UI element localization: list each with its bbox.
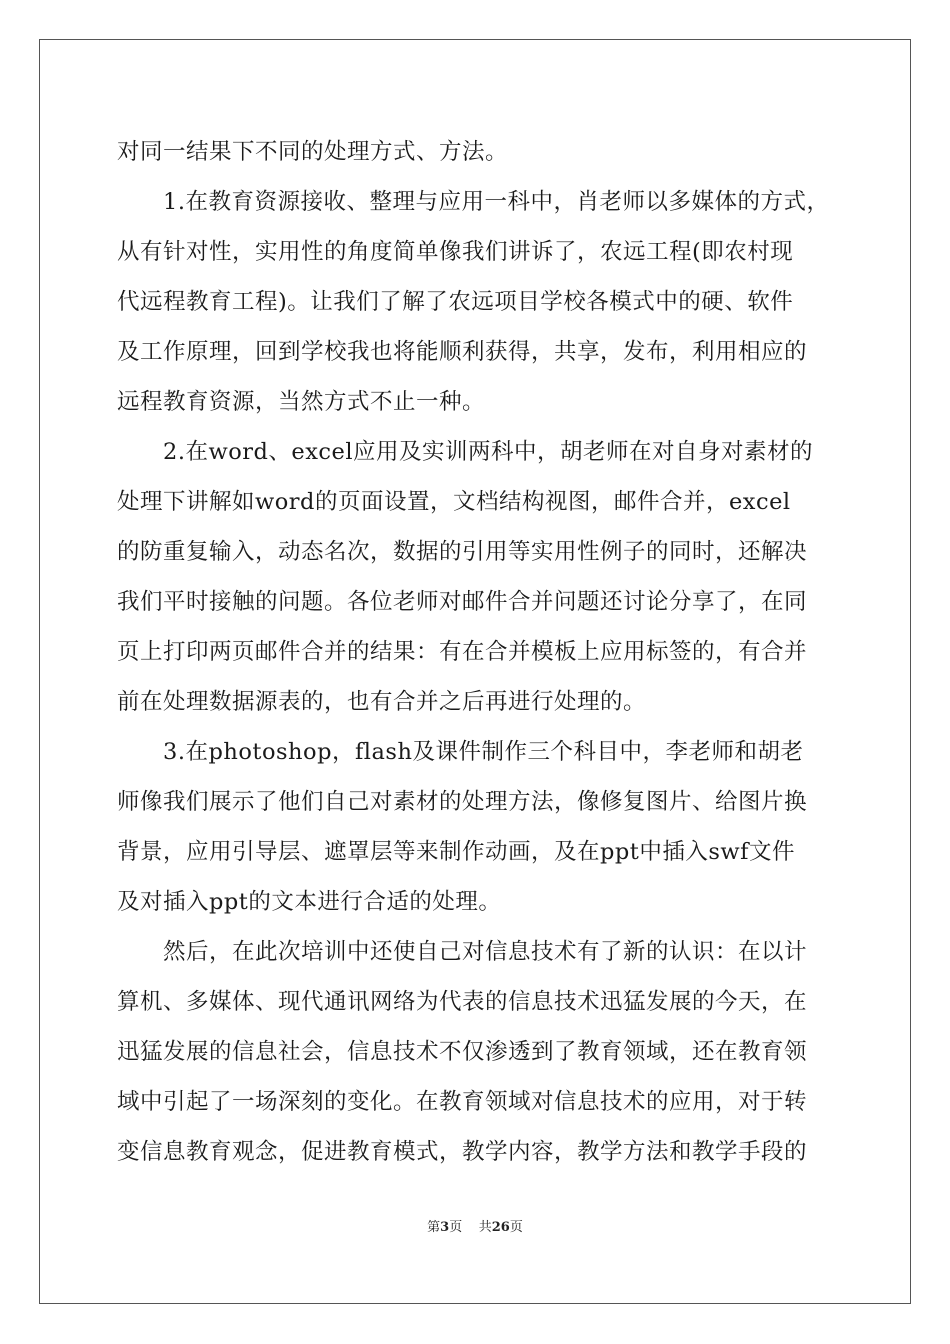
text-line: 及对插入ppt的文本进行合适的处理。 [117, 889, 502, 915]
page-number-total: 26 [491, 1220, 510, 1235]
page-footer [0, 1216, 950, 1235]
text-line: 的防重复输入，动态名次，数据的引用等实用性例子的同时，还解决 [117, 539, 808, 565]
text-line: 1.在教育资源接收、整理与应用一科中，肖老师以多媒体的方式， [117, 189, 830, 215]
text-line: 前在处理数据源表的，也有合并之后再进行处理的。 [117, 689, 647, 715]
text-line: 对同一结果下不同的处理方式、方法。 [117, 139, 509, 165]
text-line: 3.在photoshop，flash及课件制作三个科目中，李老师和胡老 [117, 739, 804, 765]
text-line: 迅猛发展的信息社会，信息技术不仅渗透到了教育领域，还在教育领 [117, 1039, 808, 1065]
text-line: 2.在word、excel应用及实训两科中，胡老师在对自身对素材的 [117, 439, 814, 465]
text-line: 代远程教育工程)。让我们了解了农远项目学校各模式中的硬、软件 [117, 289, 794, 315]
text-line: 及工作原理，回到学校我也将能顺利获得，共享，发布，利用相应的 [117, 339, 808, 365]
text-line: 背景，应用引导层、遮罩层等来制作动画，及在ppt中插入swf文件 [117, 839, 795, 865]
page-number-current: 3 [440, 1220, 450, 1235]
text-line: 我们平时接触的问题。各位老师对邮件合并问题还讨论分享了，在同 [117, 589, 808, 615]
text-line: 远程教育资源，当然方式不止一种。 [117, 389, 486, 415]
text-line: 然后，在此次培训中还使自己对信息技术有了新的认识：在以计 [117, 939, 808, 965]
page-total-suffix: 页 [509, 1220, 523, 1235]
text-line: 处理下讲解如word的页面设置，文档结构视图，邮件合并，excel [117, 489, 791, 515]
text-line: 算机、多媒体、现代通讯网络为代表的信息技术迅猛发展的今天，在 [117, 989, 808, 1015]
text-line: 从有针对性，实用性的角度简单像我们讲诉了，农远工程(即农村现 [117, 239, 794, 265]
text-line: 页上打印两页邮件合并的结果：有在合并模板上应用标签的，有合并 [117, 639, 808, 665]
text-line: 域中引起了一场深刻的变化。在教育领域对信息技术的应用，对于转 [117, 1089, 808, 1115]
page-total-prefix: 共 [478, 1220, 492, 1235]
text-line: 师像我们展示了他们自己对素材的处理方法，像修复图片、给图片换 [117, 789, 808, 815]
page-number-prefix: 第 [427, 1220, 441, 1235]
text-line: 变信息教育观念，促进教育模式，教学内容，教学方法和教学手段的 [117, 1139, 808, 1165]
page-number-suffix: 页 [449, 1220, 463, 1235]
